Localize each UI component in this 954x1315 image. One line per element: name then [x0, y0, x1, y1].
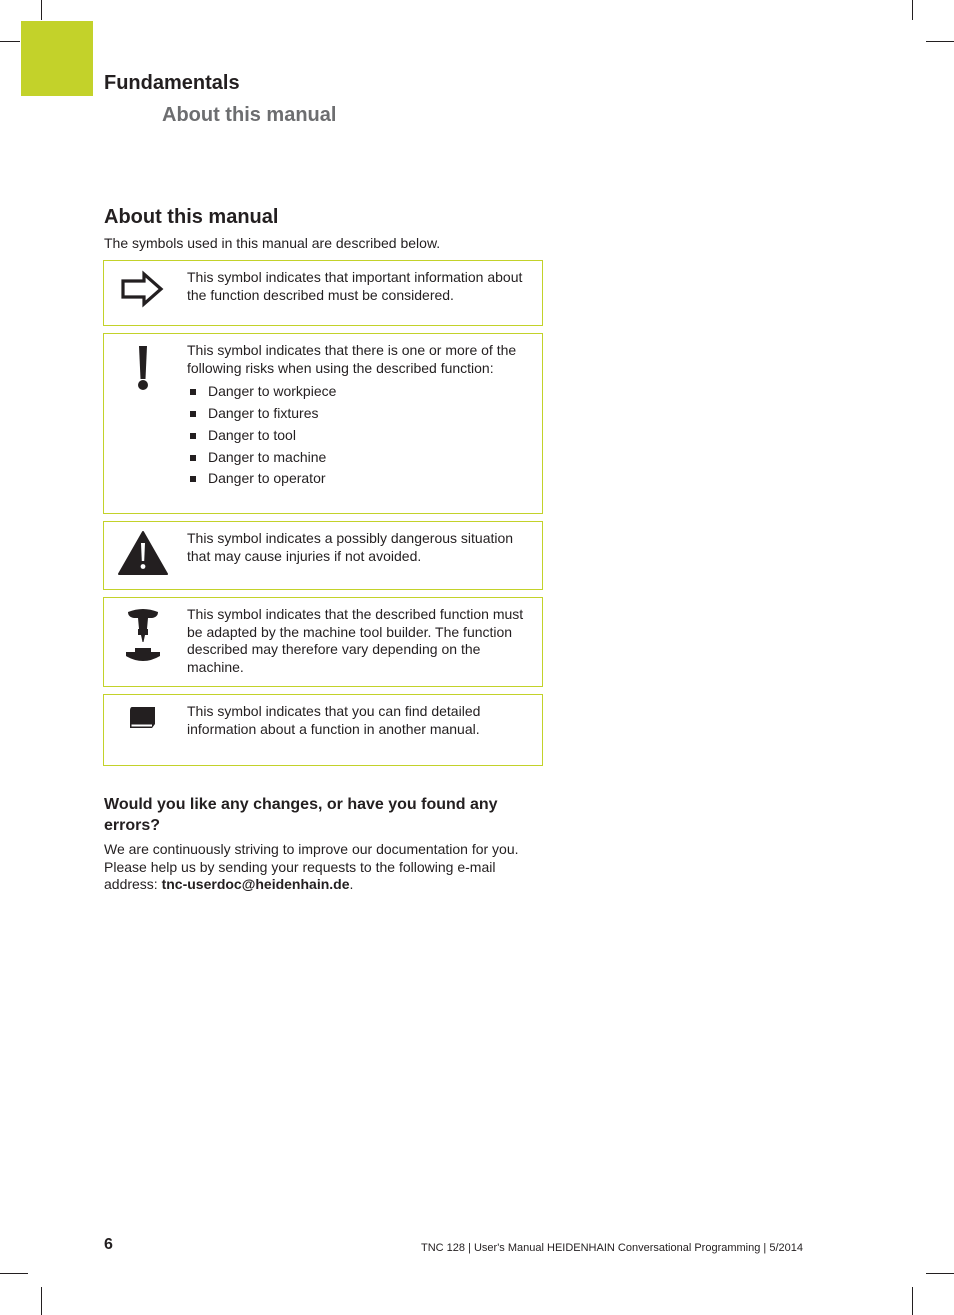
intro-text: The symbols used in this manual are described below.: [104, 235, 441, 251]
chapter-color-tab: [21, 21, 93, 96]
feedback-heading: Would you like any changes, or have you found any errors?: [104, 796, 498, 834]
bullet-square-icon: [190, 433, 196, 439]
crop-mark: [926, 1273, 954, 1274]
symbol-description: This symbol indicates that there is one or more of the following risks when using the described function:: [187, 342, 517, 376]
risk-list: [187, 381, 537, 490]
symbol-box-note: [103, 260, 543, 326]
feedback-text: We are continuously striving to improve our documentation for you. Please help us by sending your requests to the following e-mail address: tnc-userdoc@heidenhain.de.: [104, 841, 519, 893]
list-item: Danger to machine: [187, 447, 537, 469]
crop-mark: [912, 0, 913, 20]
symbol-box-machine: [103, 597, 543, 687]
email-address[interactable]: tnc-userdoc@heidenhain.de: [161, 876, 350, 893]
page-number: 6: [104, 1236, 113, 1253]
symbol-description: This symbol indicates that the described function must be adapted by the machine tool builder. The function described may therefore vary depending on the machine.: [187, 606, 524, 675]
list-item: Danger to fixtures: [187, 403, 537, 425]
crop-mark: [926, 41, 954, 42]
crop-mark: [41, 1287, 42, 1315]
bullet-square-icon: [190, 389, 196, 395]
bullet-square-icon: [190, 411, 196, 417]
crop-mark: [41, 0, 42, 20]
chapter-title: Fundamentals: [104, 72, 240, 94]
page-title: About this manual: [104, 206, 279, 228]
list-item: Danger to tool: [187, 425, 537, 447]
symbol-description: This symbol indicates that important information about the function described must be considered.: [187, 269, 523, 303]
exclamation-icon: [104, 334, 186, 513]
crop-mark: [912, 1287, 913, 1315]
footer-text: TNC 128 | User's Manual HEIDENHAIN Conversational Programming | 5/2014: [421, 1242, 803, 1254]
symbol-box-risk: [103, 333, 543, 514]
warning-triangle-icon: [104, 522, 186, 589]
machine-tool-icon: [104, 598, 186, 686]
crop-mark: [0, 1273, 28, 1274]
list-item: Danger to operator: [187, 468, 537, 490]
crop-mark: [0, 41, 20, 42]
bullet-square-icon: [190, 455, 196, 461]
symbol-description: This symbol indicates that you can find detailed information about a function in another manual.: [187, 703, 481, 737]
symbol-description: This symbol indicates a possibly dangerous situation that may cause injuries if not avoided.: [187, 530, 514, 564]
list-item: Danger to workpiece: [187, 381, 537, 403]
arrow-right-icon: [104, 261, 186, 325]
book-icon: [104, 695, 186, 765]
symbol-box-reference: [103, 694, 543, 766]
symbol-box-warning: [103, 521, 543, 590]
bullet-square-icon: [190, 476, 196, 482]
section-subtitle: About this manual: [162, 104, 337, 126]
